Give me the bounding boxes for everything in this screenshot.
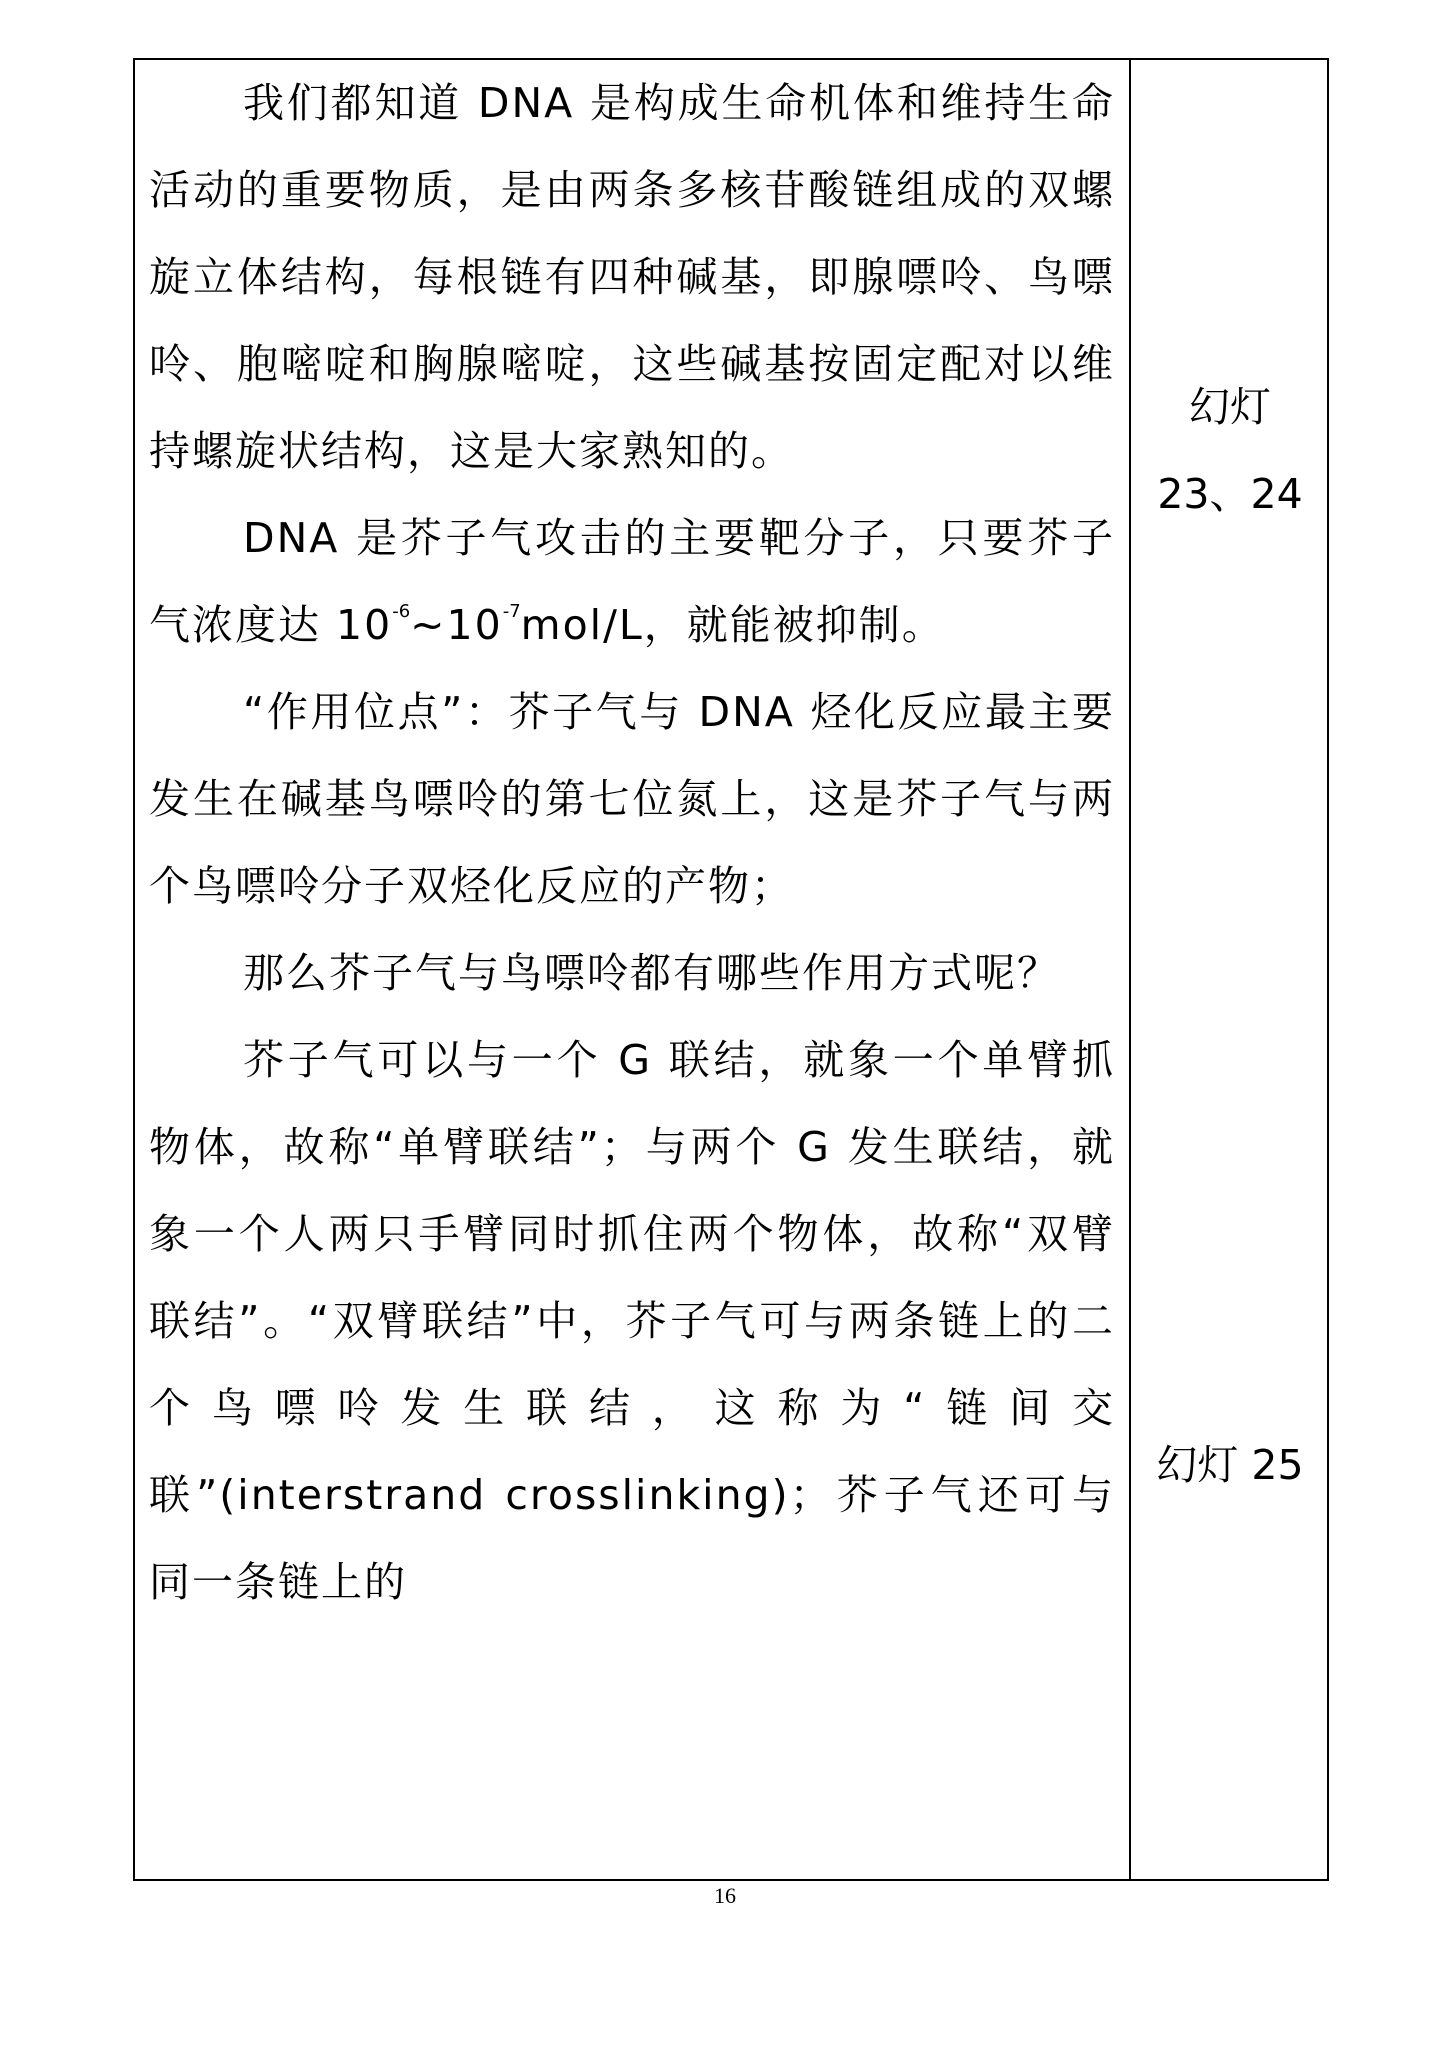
paragraph-action-site: “作用位点”：芥子气与 DNA 烃化反应最主要发生在碱基鸟嘌呤的第七位氮上，这是芥子气与两个鸟嘌呤分子双烃化反应的产物； bbox=[149, 688, 1115, 910]
paragraph-dna-intro: 我们都知道 DNA 是构成生命机体和维持生命活动的重要物质，是由两条多核苷酸链组成的双螺旋立体结构，每根链有四种碱基，即腺嘌呤、鸟嘌呤、胞嘧啶和胸腺嘧啶，这些碱基按固定配对以维持螺旋状结构，这是大家熟知的。 bbox=[149, 79, 1115, 475]
slide-note-1-line-1: 幻灯 bbox=[1189, 383, 1271, 431]
p2-text-b: ~10 bbox=[410, 601, 503, 649]
paragraph-linkage-modes: 芥子气可以与一个 G 联结，就象一个单臂抓物体，故称“单臂联结”；与两个 G 发生联结，就象一个人两只手臂同时抓住两个物体，故称“双臂联结”。“双臂联结”中，芥子气可与两条链上的二个鸟嘌呤发生联结，这称为“链间交联”(interstrand crosslinking)；芥子气还可与同一条链上的 bbox=[149, 1036, 1115, 1606]
content-column bbox=[149, 60, 1115, 1626]
lecture-table bbox=[133, 58, 1329, 1881]
paragraph-question: 那么芥子气与鸟嘌呤都有哪些作用方式呢？ bbox=[243, 949, 1060, 997]
p2-exponent-1: -6 bbox=[392, 601, 411, 622]
page-number: 16 bbox=[714, 1883, 736, 1908]
p2-text-c: mol/L，就能被抑制。 bbox=[520, 601, 945, 649]
column-divider bbox=[1129, 60, 1131, 1879]
slide-note-1-line-2: 23、24 bbox=[1157, 470, 1303, 518]
slide-note-23-24 bbox=[1131, 364, 1329, 538]
p2-exponent-2: -7 bbox=[502, 601, 521, 622]
paragraph-target-molecule bbox=[149, 495, 1115, 669]
slide-note-25: 幻灯 25 bbox=[1156, 1441, 1304, 1489]
p2-text-a: DNA 是芥子气攻击的主要靶分子，只要芥子气浓度达 10 bbox=[149, 514, 1115, 649]
